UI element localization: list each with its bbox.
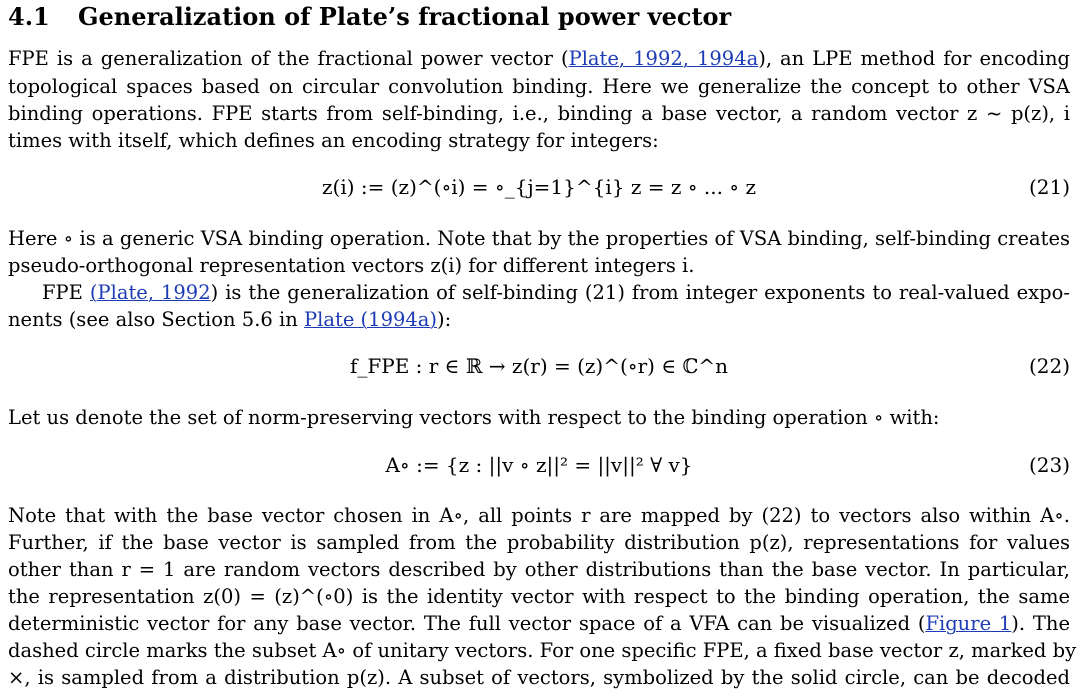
paragraph5-line2: Further, if the base vector is sampled from the probability distribution p(z), representations for values [8, 531, 1070, 554]
paragraph5-line5: deterministic vector for any base vector. The full vector space of a VFA can be visualized (Figure 1). The [8, 612, 1070, 635]
paragraph5-line3: other than r = 1 are random vectors described by other distributions than the base vector. In particular, [8, 558, 1070, 581]
paragraph2-line1: Here ∘ is a generic VSA binding operation. Note that by the properties of VSA binding, self-binding creates [8, 227, 1070, 250]
citation-plate-1994a[interactable]: Plate (1994a) [304, 308, 438, 331]
paper-page [8, 0, 1077, 700]
paragraph5-line1: Note that with the base vector chosen in A∘, all points r are mapped by (22) to vectors also within A∘. [8, 504, 1070, 527]
paragraph3-line2: nents (see also Section 5.6 in Plate (1994a)): [8, 308, 452, 331]
paragraph1-line4: times with itself, which defines an encoding strategy for integers: [8, 129, 659, 152]
equation-23-number: (23) [1028, 453, 1070, 477]
paragraph1-line1: FPE is a generalization of the fractional power vector (Plate, 1992, 1994a), an LPE method for encoding [8, 47, 1070, 70]
equation-21-number: (21) [1028, 175, 1070, 199]
equation-23 [8, 453, 1070, 485]
equation-22-number: (22) [1028, 354, 1070, 378]
paragraph5-line6: dashed circle marks the subset A∘ of unitary vectors. For one specific FPE, a fixed base vector z, marked by [8, 639, 1077, 662]
paragraph1-line3: binding operations. FPE starts from self-binding, i.e., binding a base vector, a random vector z ~ p(z), i [8, 102, 1070, 125]
equation-22 [8, 354, 1070, 386]
equation-22-body: f_FPE : r ∈ ℝ → z(r) = (z)^(∘r) ∈ ℂ^n [349, 354, 729, 378]
paragraph5-line4: the representation z(0) = (z)^(∘0) is the identity vector with respect to the binding operation, the same [8, 585, 1070, 608]
section-heading [8, 2, 731, 31]
equation-23-body: A∘ := {z : ||v ∘ z||² = ||v||² ∀ v} [385, 453, 693, 477]
section-title: Generalization of Plate’s fractional power vector [78, 2, 732, 31]
paragraph2-line2: pseudo-orthogonal representation vectors z(i) for different integers i. [8, 254, 695, 277]
equation-21-body: z(i) := (z)^(∘i) = ∘_{j=1}^{i} z = z ∘ ... ∘ z [321, 175, 757, 199]
citation-plate-1992-1994a[interactable]: Plate, 1992, 1994a [568, 47, 759, 70]
paragraph4-line1: Let us denote the set of norm-preserving vectors with respect to the binding operation ∘ with: [8, 406, 940, 429]
equation-21 [8, 175, 1070, 207]
paragraph1-line2: topological spaces based on circular convolution binding. Here we generalize the concept to other VSA [8, 75, 1070, 98]
section-number: 4.1 [8, 2, 50, 31]
paragraph3-line1: FPE (Plate, 1992) is the generalization of self-binding (21) from integer exponents to real-valued expo- [42, 281, 1070, 304]
paragraph5-line7: ×, is sampled from a distribution p(z). A subset of vectors, symbolized by the solid circle, can be decoded [8, 666, 1070, 689]
citation-plate-1992[interactable]: (Plate, 1992 [89, 281, 211, 304]
citation-figure-1[interactable]: Figure 1 [925, 612, 1012, 635]
